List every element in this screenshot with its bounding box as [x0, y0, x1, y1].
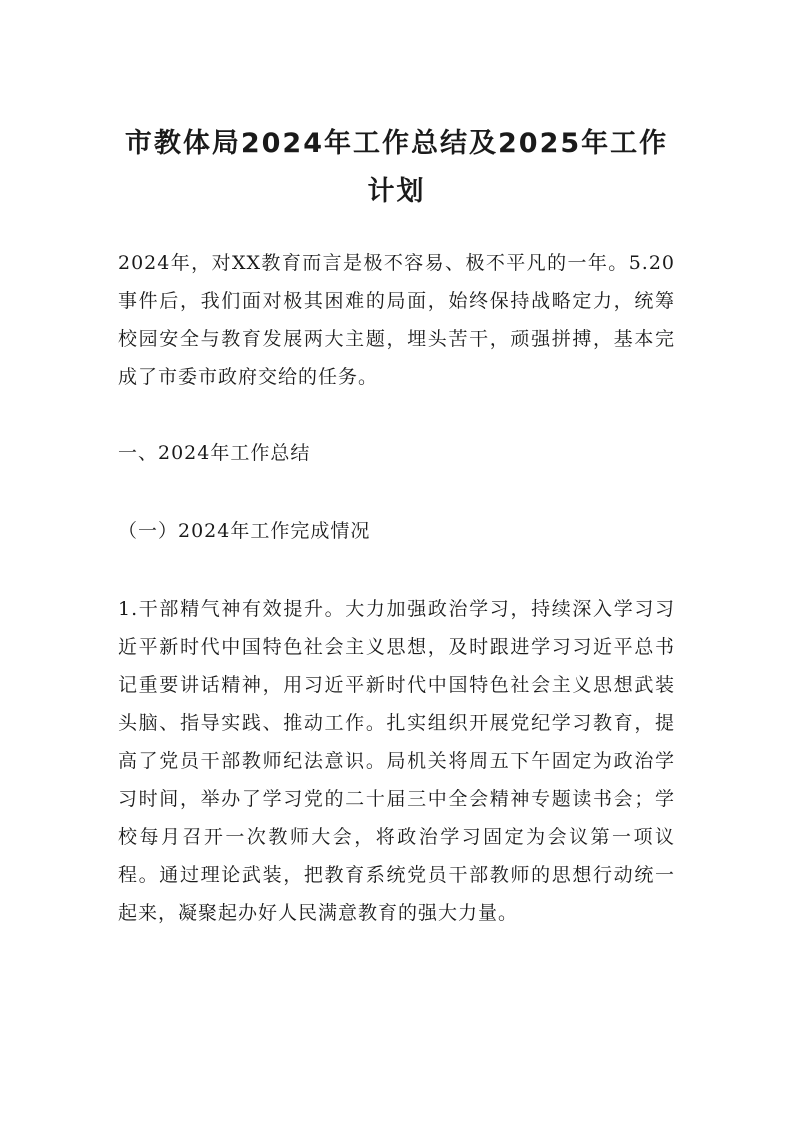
subsection-heading: （一）2024年工作完成情况 — [118, 520, 371, 542]
section-heading: 一、2024年工作总结 — [118, 442, 311, 464]
document-title: 市教体局2024年工作总结及2025年工作计划 — [124, 128, 669, 207]
intro-paragraph: 2024年，对XX教育而言是极不容易、极不平凡的一年。5.20事件后，我们面对极其困难的局面，始终保持战略定力，统筹校园安全与教育发展两大主题，埋头苦干，顽强拼搏，基本完成了市委市政府交给的任务。 — [118, 252, 675, 388]
item-paragraph: 1.干部精气神有效提升。大力加强政治学习，持续深入学习习近平新时代中国特色社会主义思想，及时跟进学习习近平总书记重要讲话精神，用习近平新时代中国特色社会主义思想武装头脑、指导实践、推动工作。扎实组织开展党纪学习教育，提高了党员干部教师纪法意识。局机关将周五下午固定为政治学习时间，举办了学习党的二十届三中全会精神专题读书会；学校每月召开一次教师大会，将政治学习固定为会议第一项议程。通过理论武装，把教育系统党员干部教师的思想行动统一起来，凝聚起办好人民满意教育的强大力量。 — [118, 598, 675, 924]
